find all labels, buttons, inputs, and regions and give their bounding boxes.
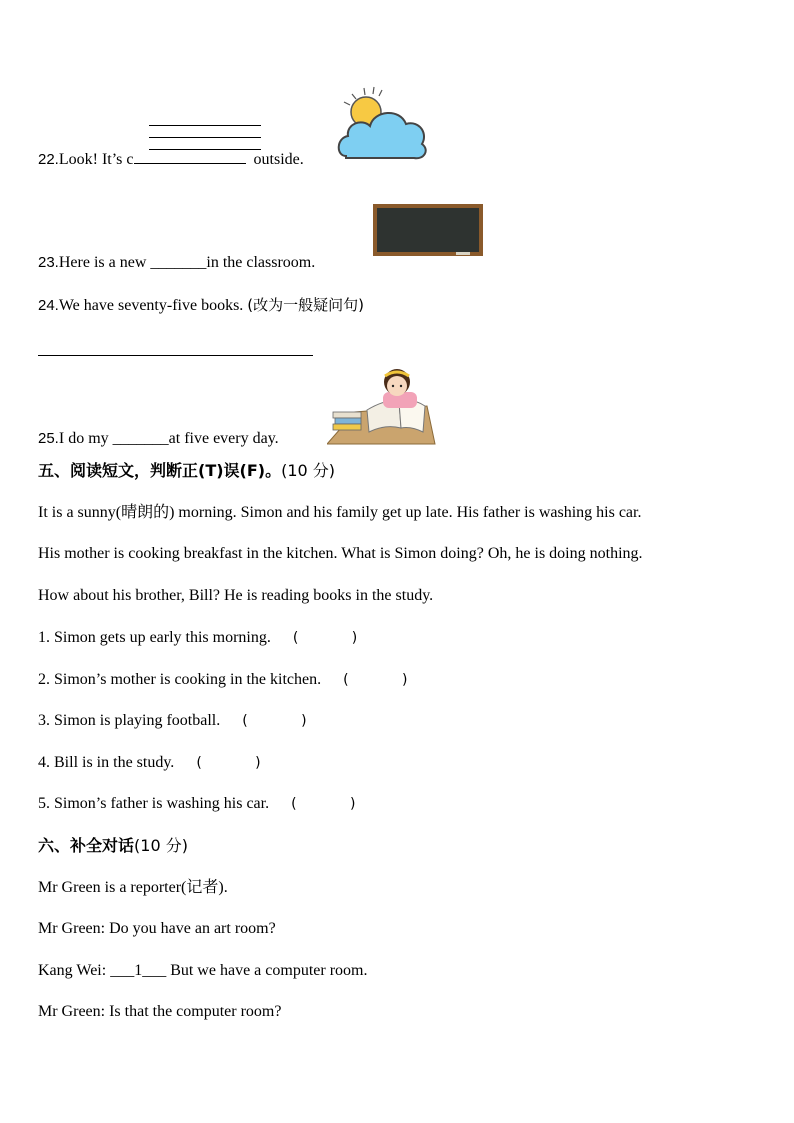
question-25 <box>38 429 279 449</box>
dialogue-line: Mr Green: Do you have an art room? <box>38 920 276 937</box>
answer-line <box>149 137 261 138</box>
judge-item-1 <box>38 628 357 648</box>
item-text: 2. Simon’s mother is cooking in the kitchen. <box>38 671 322 688</box>
judge-item-3 <box>38 711 307 731</box>
question-text-end: in the classroom. <box>206 254 316 271</box>
item-text: 4. Bill is in the study. <box>38 754 175 771</box>
dialogue-line: Mr Green: Is that the computer room? <box>38 1003 282 1020</box>
question-text: We have seventy-five books. <box>58 297 244 314</box>
question-text-end: at five every day. <box>168 430 279 447</box>
answer-line[interactable] <box>38 355 313 356</box>
section-points: (10 分) <box>281 461 336 480</box>
item-text: 1. Simon gets up early this morning. <box>38 629 271 646</box>
answer-blank[interactable]: _______ <box>150 254 207 271</box>
section-title-text: 五、阅读短文，判断正(T)误(F)。 <box>38 461 282 480</box>
question-number: 23. <box>38 254 59 271</box>
passage-line: His mother is cooking breakfast in the kitchen. What is Simon doing? Oh, he is doing nothing. <box>38 545 643 562</box>
girl-doing-homework-picture <box>327 366 437 446</box>
answer-parentheses[interactable]: ( ) <box>291 796 356 812</box>
dialogue-line: Mr Green is a reporter(记者). <box>38 879 228 896</box>
instruction-text: (改为一般疑问句) <box>247 296 365 314</box>
answer-parentheses[interactable]: ( ) <box>242 713 307 729</box>
question-text: I do my <box>58 430 113 447</box>
judge-item-4 <box>38 753 261 773</box>
question-text-end: outside. <box>253 151 304 168</box>
question-text: Here is a new <box>58 254 151 271</box>
answer-line <box>149 125 261 126</box>
dialogue-line-kang-wei <box>38 961 367 981</box>
passage-line: It is a sunny(晴朗的) morning. Simon and his family get up late. His father is washing his car. <box>38 504 642 521</box>
answer-parentheses[interactable]: ( ) <box>196 755 261 771</box>
section-5-title <box>38 461 335 481</box>
speaker-name: Kang Wei: <box>38 962 111 979</box>
question-number: 24. <box>38 297 59 314</box>
question-24 <box>38 295 364 316</box>
answer-parentheses[interactable]: ( ) <box>343 672 408 688</box>
item-text: 3. Simon is playing football. <box>38 712 221 729</box>
blackboard-picture <box>372 203 484 257</box>
judge-item-2 <box>38 670 407 690</box>
question-number: 22. <box>38 151 59 168</box>
question-number: 25. <box>38 430 59 447</box>
question-text: Look! It’s c <box>58 151 134 168</box>
answer-blank[interactable]: _______ <box>112 430 169 447</box>
passage-line: How about his brother, Bill? He is reading books in the study. <box>38 587 434 604</box>
item-text: 5. Simon’s father is washing his car. <box>38 795 270 812</box>
judge-item-5 <box>38 794 355 814</box>
question-22 <box>38 149 304 170</box>
question-23 <box>38 253 315 273</box>
section-6-title <box>38 836 188 856</box>
dialogue-text: But we have a computer room. <box>166 962 368 979</box>
sunny-cloud-picture <box>334 86 430 164</box>
section-points: (10 分) <box>134 836 188 855</box>
answer-blank[interactable] <box>134 149 246 164</box>
answer-blank[interactable]: ___1___ <box>110 962 167 979</box>
section-title-text: 六、补全对话 <box>38 836 135 855</box>
answer-parentheses[interactable]: ( ) <box>292 630 358 646</box>
